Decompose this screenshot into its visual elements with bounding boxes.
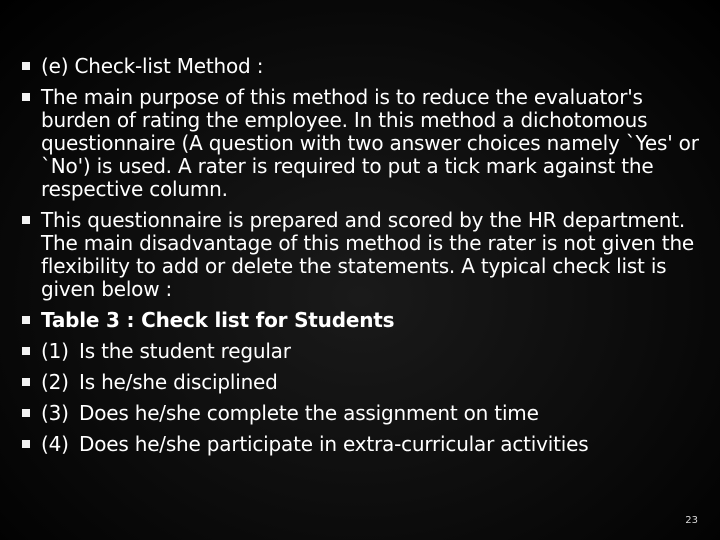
page-number: 23 [685,515,698,526]
checklist-text: Is the student regular [79,339,291,363]
purpose-paragraph: The main purpose of this method is to reduce the evaluator's burden of rating the employee. In this method a dichotomous questionnaire (A question with two answer choices namely `Yes' or `No') is used. A rater is required to put a tick mark against the respective column. [41,85,699,201]
bullet-item-heading [20,55,700,78]
square-bullet-icon [22,216,30,224]
table-title: Table 3 : Check list for Students [41,308,395,332]
checklist-text: Does he/she participate in extra-curricular activities [79,432,589,456]
square-bullet-icon [22,347,30,355]
checklist-item-4 [20,433,700,456]
square-bullet-icon [22,409,30,417]
disadvantage-paragraph: This questionnaire is prepared and scored by the HR department. The main disadvantage of this method is the rater is not given the flexibility to add or delete the statements. A typical check list is given below : [41,208,695,301]
square-bullet-icon [22,378,30,386]
checklist-item-3 [20,402,700,425]
checklist-number: (1) [41,339,69,363]
square-bullet-icon [22,440,30,448]
square-bullet-icon [22,316,30,324]
checklist-item-1 [20,340,700,363]
bullet-item-purpose [20,86,700,201]
square-bullet-icon [22,93,30,101]
square-bullet-icon [22,62,30,70]
checklist-number: (3) [41,401,69,425]
bullet-item-table-title [20,309,700,332]
bullet-item-disadvantage [20,209,700,301]
method-heading: (e) Check-list Method : [41,54,264,78]
checklist-item-2 [20,371,700,394]
bullet-list [20,55,700,464]
checklist-number: (4) [41,432,69,456]
checklist-text: Is he/she disciplined [79,370,278,394]
checklist-text: Does he/she complete the assignment on time [79,401,539,425]
checklist-number: (2) [41,370,69,394]
